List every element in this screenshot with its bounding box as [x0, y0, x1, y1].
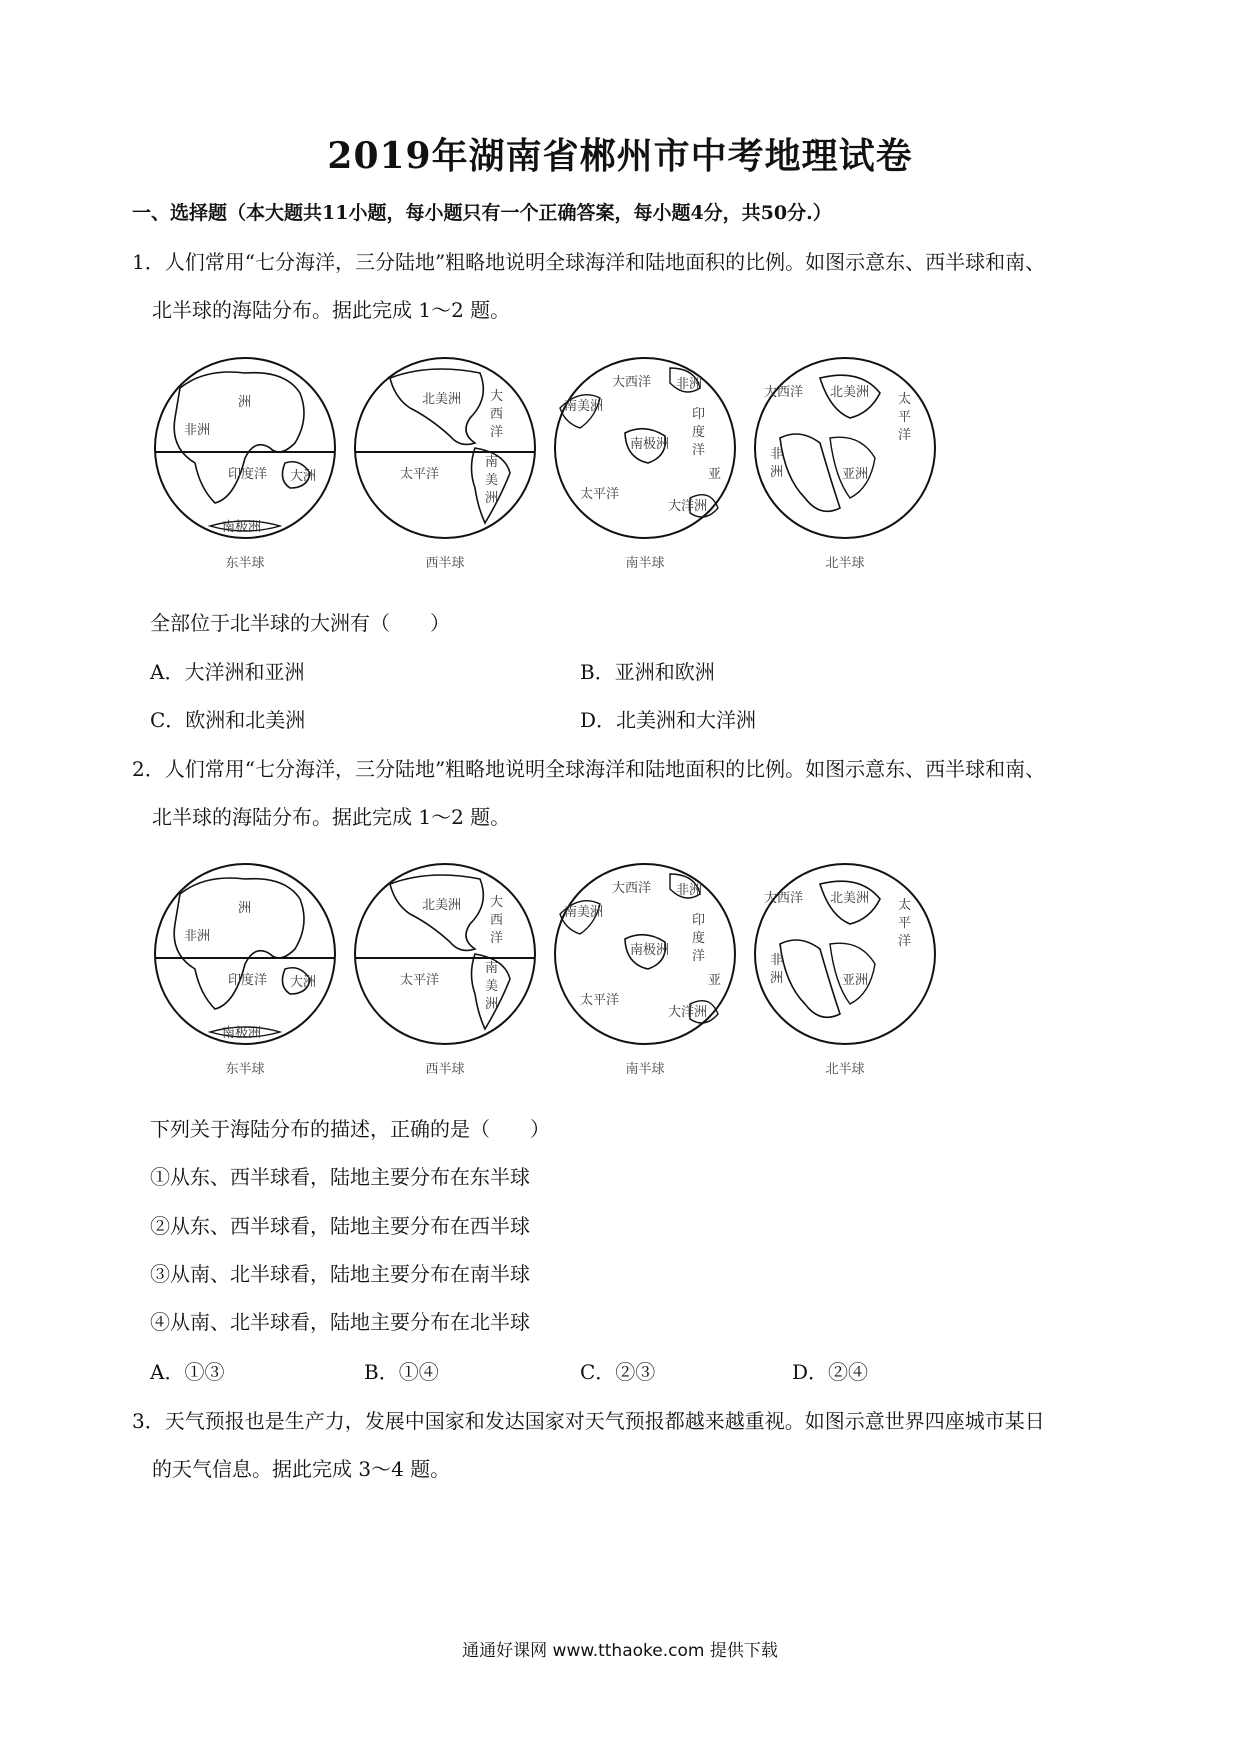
map-label: 洲 — [770, 465, 784, 480]
q1-option-a: A．大洋洲和亚洲 — [150, 660, 305, 684]
q2-option-c: C．②③ — [580, 1360, 656, 1384]
q2-statement-3: ③从南、北半球看，陆地主要分布在南半球 — [150, 1262, 530, 1286]
q1-intro-line1: 1．人们常用“七分海洋，三分陆地”粗略地说明全球海洋和陆地面积的比例。如图示意东、西半球和南、 — [132, 250, 1046, 274]
map-label: 南美洲 — [564, 905, 604, 920]
q2-option-d: D．②④ — [792, 1360, 869, 1384]
map-label: 大 — [490, 895, 504, 910]
east-hemisphere-map — [150, 348, 340, 578]
map-label: 洋 — [490, 931, 504, 946]
footer-source: 通通好课网 www.tthaoke.com 提供下载 — [462, 1641, 778, 1661]
map-label: 亚洲 — [842, 973, 869, 988]
map-label: 印度洋 — [228, 973, 268, 988]
map-label: 太平洋 — [400, 973, 440, 988]
map-label: 非洲 — [184, 929, 211, 944]
map-label: 北美洲 — [830, 385, 870, 400]
map-label: 北美洲 — [422, 392, 462, 407]
q1-option-c: C．欧洲和北美洲 — [150, 708, 306, 732]
map-label: 洋 — [692, 949, 706, 964]
map-label: 洋 — [692, 443, 706, 458]
hemisphere-maps-2 — [150, 854, 950, 1084]
map-label: 非 — [770, 447, 784, 462]
map-label: 太平洋 — [580, 487, 620, 502]
hemisphere-maps-1 — [150, 348, 950, 578]
q1-option-b: B．亚洲和欧洲 — [580, 660, 715, 684]
map-label: 大西洋 — [612, 375, 652, 390]
map-label: 大西洋 — [612, 881, 652, 896]
map-label: 太平洋 — [580, 993, 620, 1008]
q2-statement-1: ①从东、西半球看，陆地主要分布在东半球 — [150, 1165, 530, 1189]
map-label: 大洲 — [290, 469, 317, 484]
map-label: 大洲 — [290, 975, 317, 990]
map-label: 非洲 — [676, 883, 703, 898]
map-label: 洲 — [485, 997, 499, 1012]
south-hemisphere-map — [550, 348, 740, 578]
map-label: 南极洲 — [222, 1026, 262, 1041]
map-label: 南极洲 — [630, 943, 670, 958]
map-label: 南 — [485, 455, 499, 470]
q3-intro-line2: 的天气信息。据此完成 3～4 题。 — [152, 1457, 451, 1481]
map-label: 平 — [898, 410, 912, 425]
south-hemisphere-caption: 南半球 — [625, 1062, 665, 1077]
map-label: 非洲 — [676, 377, 703, 392]
map-label: 亚 — [708, 467, 722, 482]
east-hemisphere-map — [150, 854, 340, 1084]
west-hemisphere-caption: 西半球 — [425, 556, 465, 571]
map-label: 亚 — [708, 973, 722, 988]
map-label: 非 — [770, 953, 784, 968]
east-hemisphere-caption: 东半球 — [225, 1062, 265, 1077]
map-label: 西 — [490, 913, 504, 928]
map-label: 太平洋 — [400, 467, 440, 482]
map-label: 洲 — [770, 971, 784, 986]
map-label: 印度洋 — [228, 467, 268, 482]
map-label: 洲 — [238, 901, 252, 916]
map-label: 南 — [485, 961, 499, 976]
map-label: 太 — [898, 898, 912, 913]
q1-intro-line2: 北半球的海陆分布。据此完成 1～2 题。 — [152, 298, 511, 322]
map-label: 非洲 — [184, 423, 211, 438]
west-hemisphere-caption: 西半球 — [425, 1062, 465, 1077]
map-label: 洋 — [898, 934, 912, 949]
map-label: 大洋洲 — [668, 1005, 708, 1020]
q2-stem: 下列关于海陆分布的描述，正确的是（ ） — [150, 1117, 550, 1141]
q1-option-d: D．北美洲和大洋洲 — [580, 708, 757, 732]
map-label: 大洋洲 — [668, 499, 708, 514]
q2-statement-2: ②从东、西半球看，陆地主要分布在西半球 — [150, 1214, 530, 1238]
map-label: 洋 — [898, 428, 912, 443]
q3-intro-line1: 3．天气预报也是生产力，发展中国家和发达国家对天气预报都越来越重视。如图示意世界四座城市某日 — [132, 1409, 1045, 1433]
map-label: 大西洋 — [764, 385, 804, 400]
map-label: 印 — [692, 913, 706, 928]
map-label: 度 — [692, 425, 706, 440]
map-label: 美 — [485, 473, 499, 488]
map-label: 南极洲 — [222, 520, 262, 535]
north-hemisphere-caption: 北半球 — [825, 1062, 865, 1077]
south-hemisphere-caption: 南半球 — [625, 556, 665, 571]
map-label: 亚洲 — [842, 467, 869, 482]
map-label: 印 — [692, 407, 706, 422]
north-hemisphere-map — [750, 348, 940, 578]
map-label: 洲 — [238, 395, 252, 410]
west-hemisphere-map — [350, 348, 540, 578]
q2-intro-line1: 2．人们常用“七分海洋，三分陆地”粗略地说明全球海洋和陆地面积的比例。如图示意东、西半球和南、 — [132, 757, 1046, 781]
north-hemisphere-caption: 北半球 — [825, 556, 865, 571]
map-label: 西 — [490, 407, 504, 422]
map-label: 南极洲 — [630, 437, 670, 452]
q2-option-b: B．①④ — [364, 1360, 439, 1384]
south-hemisphere-map — [550, 854, 740, 1084]
q2-intro-line2: 北半球的海陆分布。据此完成 1～2 题。 — [152, 805, 511, 829]
map-label: 洋 — [490, 425, 504, 440]
q2-statement-4: ④从南、北半球看，陆地主要分布在北半球 — [150, 1310, 530, 1334]
map-label: 大 — [490, 389, 504, 404]
map-label: 平 — [898, 916, 912, 931]
map-label: 北美洲 — [830, 891, 870, 906]
map-label: 美 — [485, 979, 499, 994]
east-hemisphere-caption: 东半球 — [225, 556, 265, 571]
map-label: 大西洋 — [764, 891, 804, 906]
north-hemisphere-map — [750, 854, 940, 1084]
map-label: 洲 — [485, 491, 499, 506]
west-hemisphere-map — [350, 854, 540, 1084]
section-heading: 一、选择题（本大题共11小题，每小题只有一个正确答案，每小题4分，共50分.） — [132, 202, 832, 224]
page-title: 2019年湖南省郴州市中考地理试卷 — [327, 135, 913, 177]
map-label: 度 — [692, 931, 706, 946]
map-label: 太 — [898, 392, 912, 407]
q2-option-a: A．①③ — [150, 1360, 225, 1384]
map-label: 北美洲 — [422, 898, 462, 913]
map-label: 南美洲 — [564, 399, 604, 414]
q1-stem: 全部位于北半球的大洲有（ ） — [150, 611, 450, 635]
